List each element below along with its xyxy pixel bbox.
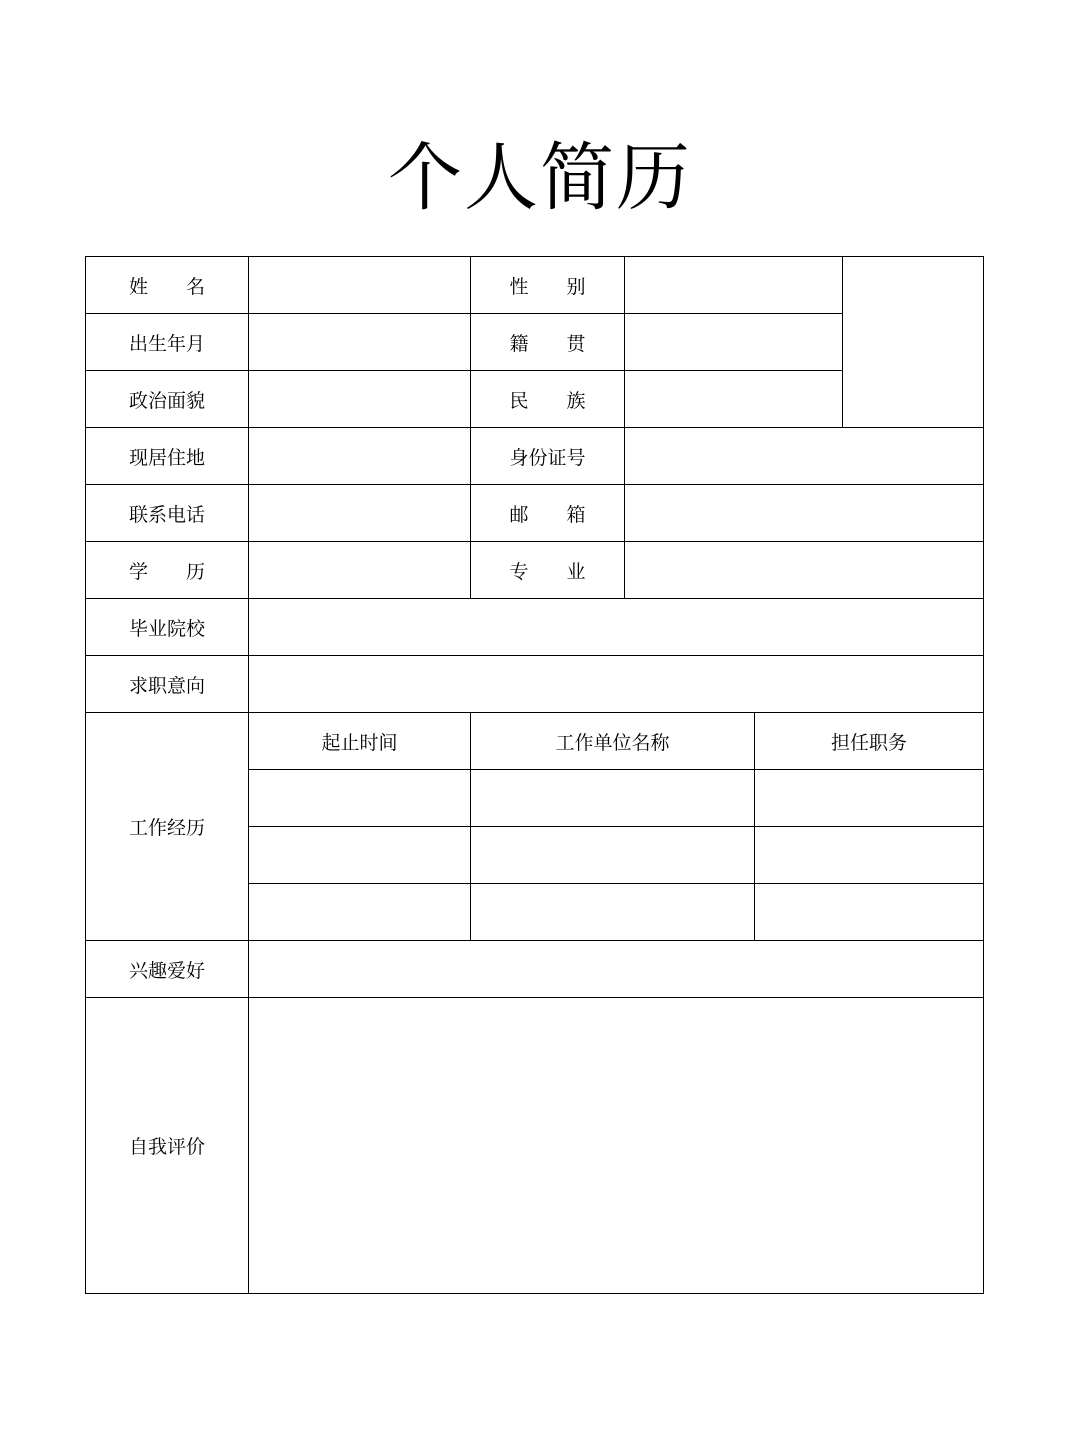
gender-field[interactable] xyxy=(625,257,843,314)
table-row xyxy=(86,713,984,770)
table-row xyxy=(86,485,984,542)
self-evaluation-field[interactable] xyxy=(249,998,984,1294)
work-period-cell[interactable] xyxy=(249,827,471,884)
email-label: 邮 箱 xyxy=(471,485,625,542)
table-row xyxy=(86,599,984,656)
political-status-label: 政治面貌 xyxy=(86,371,249,428)
table-row xyxy=(86,941,984,998)
birth-label: 出生年月 xyxy=(86,314,249,371)
gender-label: 性 别 xyxy=(471,257,625,314)
job-intention-field[interactable] xyxy=(249,656,984,713)
work-position-cell[interactable] xyxy=(755,884,984,941)
table-row xyxy=(86,428,984,485)
job-intention-label: 求职意向 xyxy=(86,656,249,713)
self-evaluation-label: 自我评价 xyxy=(86,998,249,1294)
education-label: 学 历 xyxy=(86,542,249,599)
major-label: 专 业 xyxy=(471,542,625,599)
ethnicity-field[interactable] xyxy=(625,371,843,428)
photo-box[interactable] xyxy=(843,257,984,428)
name-field[interactable] xyxy=(249,257,471,314)
hobbies-field[interactable] xyxy=(249,941,984,998)
education-field[interactable] xyxy=(249,542,471,599)
work-company-cell[interactable] xyxy=(471,770,755,827)
work-position-cell[interactable] xyxy=(755,827,984,884)
phone-field[interactable] xyxy=(249,485,471,542)
school-label: 毕业院校 xyxy=(86,599,249,656)
work-position-cell[interactable] xyxy=(755,770,984,827)
name-label: 姓 名 xyxy=(86,257,249,314)
native-place-field[interactable] xyxy=(625,314,843,371)
page-title: 个人简历 xyxy=(388,135,692,221)
table-row xyxy=(86,257,984,314)
work-company-cell[interactable] xyxy=(471,827,755,884)
id-number-label: 身份证号 xyxy=(471,428,625,485)
table-row xyxy=(86,998,984,1294)
id-number-field[interactable] xyxy=(625,428,984,485)
residence-field[interactable] xyxy=(249,428,471,485)
ethnicity-label: 民 族 xyxy=(471,371,625,428)
major-field[interactable] xyxy=(625,542,984,599)
table-row xyxy=(86,542,984,599)
native-place-label: 籍 贯 xyxy=(471,314,625,371)
hobbies-label: 兴趣爱好 xyxy=(86,941,249,998)
work-company-cell[interactable] xyxy=(471,884,755,941)
work-period-cell[interactable] xyxy=(249,884,471,941)
email-field[interactable] xyxy=(625,485,984,542)
work-period-cell[interactable] xyxy=(249,770,471,827)
residence-label: 现居住地 xyxy=(86,428,249,485)
phone-label: 联系电话 xyxy=(86,485,249,542)
school-field[interactable] xyxy=(249,599,984,656)
work-header-period: 起止时间 xyxy=(249,713,471,770)
table-row xyxy=(86,656,984,713)
work-experience-label: 工作经历 xyxy=(86,713,249,941)
work-header-position: 担任职务 xyxy=(755,713,984,770)
resume-table xyxy=(85,256,984,1294)
political-status-field[interactable] xyxy=(249,371,471,428)
work-header-company: 工作单位名称 xyxy=(471,713,755,770)
birth-field[interactable] xyxy=(249,314,471,371)
